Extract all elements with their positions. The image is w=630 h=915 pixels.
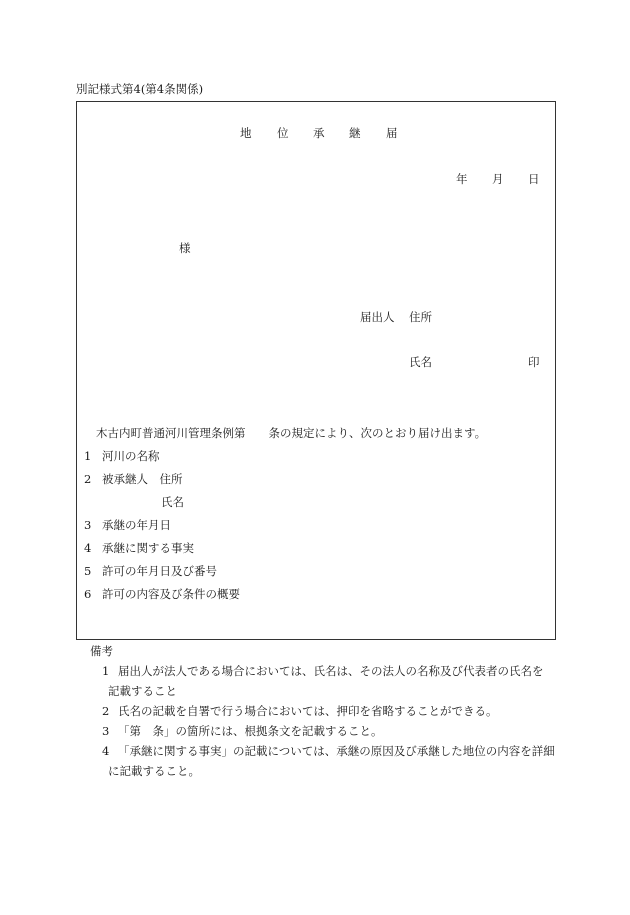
addressee-suffix: 様 [179,241,191,255]
item-num-6: 6 [84,587,92,601]
applicant-name-label: 氏名 [409,355,432,369]
title-char-1: 地 [240,126,252,140]
title-char-4: 継 [349,126,361,140]
seal-mark: 印 [528,355,540,369]
note-line-1-cont: 記載すること [108,684,177,698]
note-line-3: 「第 条」の箇所には、根拠条文を記載すること。 [118,724,383,738]
form-box [76,101,556,640]
item-num-3: 3 [84,518,92,532]
notes-heading: 備考 [90,644,113,658]
date-year: 年 [456,172,468,186]
title-char-3: 承 [313,126,325,140]
form-label: 別記様式第4(第4条関係) [76,82,204,96]
date-month: 月 [492,172,504,186]
applicant-label: 届出人 [360,310,395,324]
note-line-1: 届出人が法人である場合においては、氏名は、その法人の名称及び代表者の氏名を [118,664,544,678]
note-line-4-cont: に記載すること。 [108,764,200,778]
intro-sentence: 木古内町普通河川管理条例第 条の規定により、次のとおり届け出ます。 [96,426,487,440]
note-line-4: 「承継に関する事実」の記載については、承継の原因及び承継した地位の内容を詳細 [118,744,555,758]
item-river-name: 河川の名称 [102,449,160,463]
item-num-5: 5 [84,564,92,578]
item-num-4: 4 [84,541,92,555]
date-day: 日 [528,172,540,186]
title-char-5: 届 [386,126,398,140]
item-permit-date-number: 許可の年月日及び番号 [102,564,217,578]
note-num-4: 4 [102,744,110,758]
note-num-3: 3 [102,724,110,738]
item-num-1: 1 [84,449,92,463]
applicant-address-label: 住所 [409,310,432,324]
item-predecessor-name: 氏名 [161,495,184,509]
item-permit-contents: 許可の内容及び条件の概要 [102,587,240,601]
item-predecessor-address: 被承継人 住所 [102,472,183,486]
note-line-2: 氏名の記載を自署で行う場合においては、押印を省略することができる。 [118,704,498,718]
title-char-2: 位 [277,126,289,140]
note-num-2: 2 [102,704,110,718]
note-num-1: 1 [102,664,110,678]
item-succession-facts: 承継に関する事実 [102,541,194,555]
item-succession-date: 承継の年月日 [102,518,171,532]
item-num-2: 2 [84,472,92,486]
